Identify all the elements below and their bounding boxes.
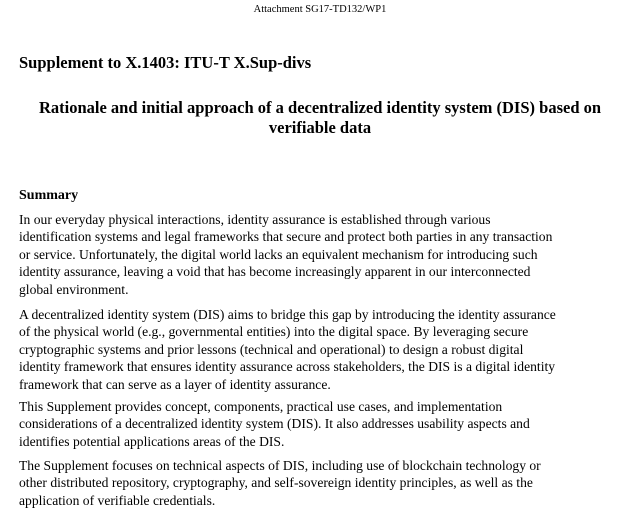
paragraph-line: identity framework that ensures identity assurance across stakeholders, the DIS is a digital identity [19,359,556,375]
paragraph-line: global environment. [19,281,129,297]
document-title [0,98,640,138]
paragraph-line: A decentralized identity system (DIS) aims to bridge this gap by introducing the identity assurance [19,307,556,322]
summary-paragraph-4 [19,457,634,509]
summary-paragraph-3 [19,398,634,450]
attachment-header: Attachment SG17-TD132/WP1 [253,4,387,15]
paragraph-line: In our everyday physical interactions, identity assurance is established through various [19,212,491,227]
paragraph-line: cryptographic systems and prior lessons (technical and operational) to design a robust digital [19,341,524,357]
paragraph-line: The Supplement focuses on technical aspects of DIS, including use of blockchain technology or [19,458,541,473]
summary-paragraph-1 [19,211,634,298]
paragraph-line: This Supplement provides concept, components, practical use cases, and implementation [19,399,503,414]
paragraph-line: framework that can serve as a layer of identity assurance. [19,376,331,392]
paragraph-line: or service. Unfortunately, the digital world lacks an equivalent mechanism for introducing such [19,246,538,262]
paragraph-line: application of verifiable credentials. [19,492,216,508]
paragraph-line: identification systems and legal frameworks that secure and protect both parties in any transaction [19,229,553,245]
paragraph-line: identity assurance, leaving a void that has become increasingly apparent in our interconnected [19,264,531,280]
summary-heading: Summary [19,188,79,203]
document-title-line: Rationale and initial approach of a decentralized identity system (DIS) based on [38,98,602,117]
supplement-title: Supplement to X.1403: ITU-T X.Sup-divs [19,53,312,72]
paragraph-line: considerations of a decentralized identity system (DIS). It also addresses usability aspects and [19,416,530,432]
paragraph-line: identifies potential applications areas of the DIS. [19,433,285,449]
summary-paragraph-2 [19,306,634,393]
document-title-line: verifiable data [268,118,372,137]
paragraph-line: other distributed repository, cryptography, and self-sovereign identity principles, as well as the [19,475,533,491]
paragraph-line: of the physical world (e.g., governmental entities) into the digital space. By leveraging secure [19,324,529,340]
